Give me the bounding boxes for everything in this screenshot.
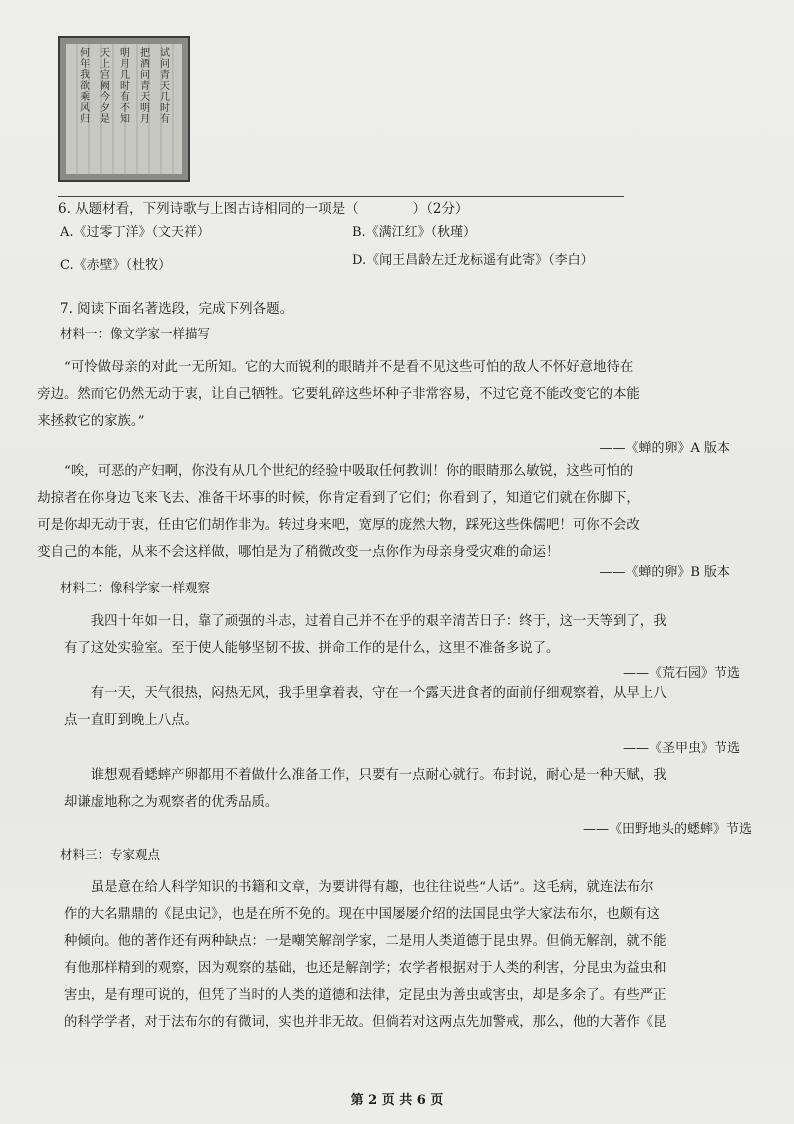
q7-stem: 7. 阅读下面名著选段，完成下列各题。 xyxy=(60,301,294,317)
material2-c-text xyxy=(64,762,732,816)
material1-a-source: ——《蝉的卵》A 版本 xyxy=(599,441,730,456)
material1-b-text xyxy=(37,458,732,566)
material1-b-source: ——《蝉的卵》B 版本 xyxy=(599,565,730,580)
calligraphy-image xyxy=(58,36,190,182)
text-line: 有他那样精到的观察，因为观察的基础，也还是解剖学；农学者根据对于人类的利害，分昆虫为益虫和 xyxy=(64,961,667,976)
text-line: 害虫，是有理可说的，但凭了当时的人类的道德和法律，定昆虫为善虫或害虫，却是多余了。有些严正 xyxy=(64,988,667,1003)
calligraphy-column: 天上宫阙今夕是 xyxy=(100,48,110,125)
calligraphy-column: 明月几时有不知 xyxy=(120,48,130,125)
material3-title: 材料三：专家观点 xyxy=(60,847,161,862)
text-line: 有一天，天气很热，闷热无风，我手里拿着表，守在一个露天进食者的面前仔细观察着，从早上八 xyxy=(90,686,667,701)
q6-stem: 6. 从题材看，下列诗歌与上图古诗相同的一项是（ ）（2分） xyxy=(58,201,469,217)
calligraphy-column: 试问青天几时有 xyxy=(160,48,170,125)
text-line: 点一直盯到晚上八点。 xyxy=(64,713,198,728)
text-line: “可怜做母亲的对此一无所知。它的大而锐利的眼睛并不是看不见这些可怕的敌人不怀好意地待在 xyxy=(64,360,634,375)
text-line: 种倾向。他的著作还有两种缺点：一是嘲笑解剖学家，二是用人类道德于昆虫界。但倘无解剖，就不能 xyxy=(64,934,667,949)
text-line: 旁边。然而它仍然无动于衷，让自己牺牲。它要轧碎这些坏种子非常容易，不过它竟不能改变它的本能 xyxy=(37,387,640,402)
material2-a-text xyxy=(64,608,732,662)
text-line: 劫掠者在你身边飞来飞去、准备干坏事的时候，你肯定看到了它们；你看到了，知道它们就在你脚下， xyxy=(37,491,640,506)
calligraphy-column: 何年我欲乘风归 xyxy=(80,48,90,125)
q6-option-d[interactable]: D.《闻王昌龄左迁龙标遥有此寄》（李白） xyxy=(352,253,594,268)
text-line: 我四十年如一日，靠了顽强的斗志，过着自己并不在乎的艰辛清苦日子：终于，这一天等到了，我 xyxy=(90,614,667,629)
divider-line xyxy=(58,196,624,197)
material2-b-text xyxy=(64,680,732,734)
material1-a-text xyxy=(37,354,732,435)
material2-a-source: ——《荒石园》节选 xyxy=(622,666,740,681)
text-line: 却谦虚地称之为观察者的优秀品质。 xyxy=(64,795,279,810)
material3-text xyxy=(64,874,740,1036)
material2-b-source: ——《圣甲虫》节选 xyxy=(622,741,740,756)
material1-title: 材料一：像文学家一样描写 xyxy=(60,326,211,341)
page-number-footer: 第 2 页 共 6 页 xyxy=(350,1093,444,1108)
text-line: 作的大名鼎鼎的《昆虫记》，也是在所不免的。现在中国屡屡介绍的法国昆虫学大家法布尔，也颇有这 xyxy=(64,907,660,922)
q6-option-c[interactable]: C.《赤壁》（杜牧） xyxy=(60,258,172,273)
calligraphy-column: 把酒问青天明月 xyxy=(140,48,150,125)
text-line: 来拯救它的家族。” xyxy=(37,414,145,429)
q6-option-b[interactable]: B.《满江红》（秋瑾） xyxy=(352,225,477,240)
material2-title: 材料二：像科学家一样观察 xyxy=(60,580,211,595)
text-line: 虽是意在给人科学知识的书籍和文章，为要讲得有趣，也往往说些“人话”。这毛病，就连法布尔 xyxy=(90,880,654,895)
text-line: 的科学学者，对于法布尔的有微词，实也并非无故。但倘若对这两点先加警戒，那么，他的大著作《昆 xyxy=(64,1015,667,1030)
text-line: 谁想观看蟋蟀产卵都用不着做什么准备工作，只要有一点耐心就行。布封说，耐心是一种天赋，我 xyxy=(90,768,667,783)
text-line: “唉，可恶的产妇啊，你没有从几个世纪的经验中吸取任何教训！你的眼睛那么敏锐，这些可怕的 xyxy=(64,464,634,479)
material2-c-source: ——《田野地头的蟋蟀》节选 xyxy=(582,822,752,837)
text-line: 变自己的本能，从来不会这样做，哪怕是为了稍微改变一点你作为母亲身受灾难的命运！ xyxy=(37,545,560,560)
text-line: 可是你却无动于衷，任由它们胡作非为。转过身来吧，宽厚的庞然大物，踩死这些侏儒吧！可你不会改 xyxy=(37,518,640,533)
q6-option-a[interactable]: A.《过零丁洋》（文天祥） xyxy=(60,225,211,240)
text-line: 有了这处实验室。至于使人能够坚韧不拔、拼命工作的是什么，这里不准备多说了。 xyxy=(64,641,560,656)
